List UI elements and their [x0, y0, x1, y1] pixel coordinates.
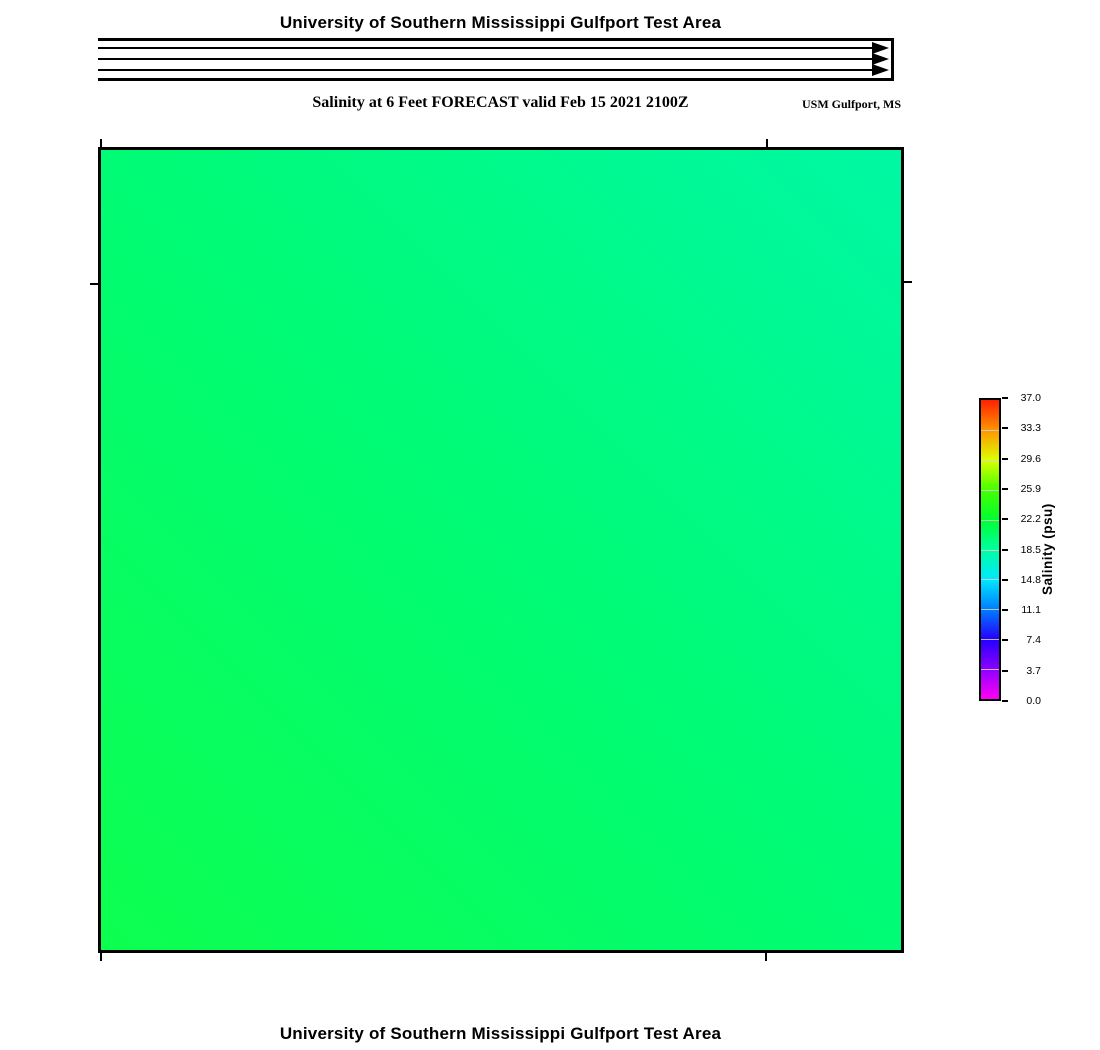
colorbar-tick — [1002, 670, 1008, 672]
colorbar-segment-line — [981, 430, 999, 431]
colorbar-tick — [1002, 427, 1008, 429]
colorbar-tick-label: 7.4 — [1026, 634, 1041, 647]
colorbar-tick — [1002, 458, 1008, 460]
colorbar-segment-line — [981, 609, 999, 610]
plot-subtitle: Salinity at 6 Feet FORECAST valid Feb 15 2021 2100Z — [312, 94, 689, 111]
map-tick-bottom-right — [765, 953, 767, 961]
colorbar-tick — [1002, 639, 1008, 641]
flow-vector-banner — [98, 38, 894, 81]
colorbar-tick — [1002, 700, 1008, 702]
flow-line — [98, 69, 872, 71]
colorbar-tick-label: 37.0 — [1020, 392, 1041, 404]
footer-title: University of Southern Mississippi Gulfport Test Area — [279, 1024, 722, 1043]
map-tick-right — [904, 281, 912, 283]
colorbar-tick — [1002, 397, 1008, 399]
colorbar-segment-line — [981, 669, 999, 670]
map-tick-left — [90, 283, 98, 285]
colorbar-tick — [1002, 549, 1008, 551]
colorbar-tick — [1002, 579, 1008, 581]
colorbar — [979, 398, 1001, 701]
colorbar-tick-label: 14.8 — [1020, 573, 1041, 586]
colorbar-tick-label: 3.7 — [1026, 664, 1041, 677]
colorbar-tick-label: 25.9 — [1020, 482, 1041, 495]
right-arrow-icon — [872, 64, 889, 76]
colorbar-segment-line — [981, 490, 999, 491]
colorbar-tick-label: 29.6 — [1020, 452, 1041, 465]
colorbar-axis-label: Salinity (psu) — [1040, 503, 1055, 596]
colorbar-tick-label: 18.5 — [1020, 543, 1041, 556]
colorbar-segment-line — [981, 639, 999, 640]
colorbar-segment-line — [981, 520, 999, 521]
colorbar-tick — [1002, 609, 1008, 611]
page-title: University of Southern Mississippi Gulfport Test Area — [279, 13, 722, 32]
flow-line — [98, 58, 872, 60]
credit-label: USM Gulfport, MS — [802, 97, 901, 111]
colorbar-tick — [1002, 518, 1008, 520]
colorbar-tick-label: 33.3 — [1020, 422, 1041, 435]
colorbar-tick-label: 11.1 — [1021, 604, 1041, 617]
map-tick-bottom-left — [100, 953, 102, 961]
colorbar-tick-label: 0.0 — [1026, 695, 1041, 707]
map-tick-top-left — [100, 139, 102, 147]
colorbar-tick — [1002, 488, 1008, 490]
colorbar-segment-line — [981, 550, 999, 551]
colorbar-tick-label: 22.2 — [1020, 513, 1041, 526]
colorbar-segment-line — [981, 460, 999, 461]
map-tick-top-right — [766, 139, 768, 147]
salinity-heatmap — [98, 147, 904, 953]
colorbar-segment-line — [981, 579, 999, 580]
flow-line — [98, 47, 872, 49]
